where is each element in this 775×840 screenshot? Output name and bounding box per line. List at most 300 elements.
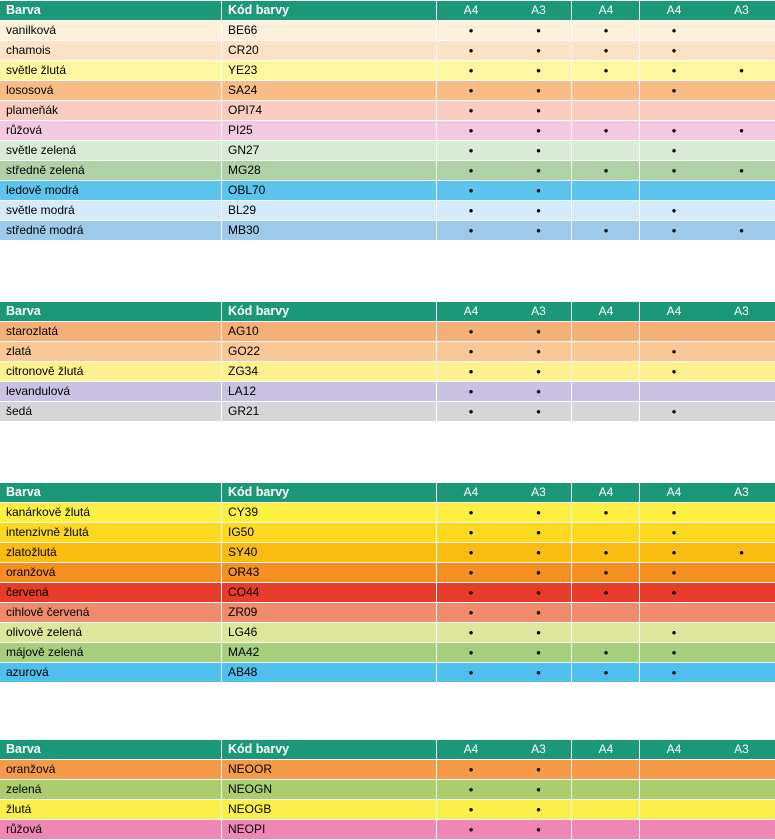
availability-group xyxy=(437,623,572,642)
table-header xyxy=(0,483,775,503)
availability-dot: • xyxy=(671,625,677,640)
availability-group xyxy=(640,41,775,60)
availability-dot: • xyxy=(536,802,541,817)
color-code: LG46 xyxy=(222,623,437,642)
availability-group xyxy=(572,161,640,180)
color-code: CO44 xyxy=(222,583,437,602)
header-a3: A3 xyxy=(734,485,749,499)
table-row xyxy=(0,21,775,41)
color-name: červená xyxy=(0,583,222,602)
availability-dot: • xyxy=(468,344,474,359)
availability-dot: • xyxy=(468,525,474,540)
color-code: MB30 xyxy=(222,221,437,240)
header-barva: Barva xyxy=(0,1,222,20)
table-row xyxy=(0,161,775,181)
availability-dot: • xyxy=(603,123,609,138)
availability-dot: • xyxy=(536,505,541,520)
availability-group xyxy=(437,21,572,40)
availability-dot: • xyxy=(603,163,609,178)
color-code: NEOPI xyxy=(222,820,437,839)
table-row xyxy=(0,402,775,422)
color-code: ZG34 xyxy=(222,362,437,381)
availability-dot: • xyxy=(468,585,474,600)
color-table-2 xyxy=(0,302,775,422)
availability-group xyxy=(437,61,572,80)
availability-group xyxy=(437,181,572,200)
availability-group xyxy=(572,41,640,60)
color-name: zelená xyxy=(0,780,222,799)
header-group-2 xyxy=(572,302,640,321)
availability-dot: • xyxy=(739,223,744,238)
availability-group xyxy=(572,523,640,542)
availability-group xyxy=(572,800,640,819)
availability-dot: • xyxy=(468,762,474,777)
color-code: OPI74 xyxy=(222,101,437,120)
availability-dot: • xyxy=(468,625,474,640)
color-code: CR20 xyxy=(222,41,437,60)
availability-dot: • xyxy=(671,585,677,600)
availability-dot: • xyxy=(603,585,609,600)
color-name: růžová xyxy=(0,820,222,839)
availability-dot: • xyxy=(671,364,677,379)
availability-group xyxy=(640,101,775,120)
table-row xyxy=(0,663,775,683)
availability-group xyxy=(640,342,775,361)
color-name: azurová xyxy=(0,663,222,682)
availability-dot: • xyxy=(671,63,677,78)
color-table-4 xyxy=(0,740,775,840)
availability-dot: • xyxy=(468,822,474,837)
availability-dot: • xyxy=(468,123,474,138)
availability-group xyxy=(437,161,572,180)
table-row xyxy=(0,563,775,583)
availability-group xyxy=(572,101,640,120)
availability-group xyxy=(437,81,572,100)
availability-group xyxy=(437,543,572,562)
color-name: středně modrá xyxy=(0,221,222,240)
availability-dot: • xyxy=(536,545,541,560)
table-row xyxy=(0,603,775,623)
color-name: levandulová xyxy=(0,382,222,401)
availability-group xyxy=(572,61,640,80)
availability-group xyxy=(572,21,640,40)
availability-dot: • xyxy=(671,223,677,238)
availability-dot: • xyxy=(536,344,541,359)
availability-group xyxy=(572,81,640,100)
header-a3: A3 xyxy=(734,742,749,756)
color-code: SY40 xyxy=(222,543,437,562)
header-a4: A4 xyxy=(463,485,479,499)
table-row xyxy=(0,221,775,241)
availability-group xyxy=(437,322,572,341)
header-group-2 xyxy=(572,1,640,20)
availability-group xyxy=(572,181,640,200)
availability-dot: • xyxy=(603,23,609,38)
availability-group xyxy=(572,201,640,220)
availability-dot: • xyxy=(468,183,474,198)
availability-dot: • xyxy=(671,645,677,660)
header-group-2 xyxy=(572,483,640,502)
availability-dot: • xyxy=(671,43,677,58)
availability-group xyxy=(640,503,775,522)
availability-group xyxy=(640,382,775,401)
availability-dot: • xyxy=(536,762,541,777)
availability-dot: • xyxy=(739,545,744,560)
color-name: kanárkově žlutá xyxy=(0,503,222,522)
color-code: LA12 xyxy=(222,382,437,401)
availability-dot: • xyxy=(536,782,541,797)
availability-dot: • xyxy=(536,83,541,98)
table-row xyxy=(0,643,775,663)
table-row xyxy=(0,523,775,543)
availability-dot: • xyxy=(468,384,474,399)
availability-group xyxy=(572,563,640,582)
table-row xyxy=(0,382,775,402)
availability-group xyxy=(572,221,640,240)
color-table-3 xyxy=(0,483,775,683)
color-code: GO22 xyxy=(222,342,437,361)
availability-dot: • xyxy=(671,505,677,520)
availability-dot: • xyxy=(671,123,677,138)
availability-group xyxy=(640,543,775,562)
color-name: cihlově červená xyxy=(0,603,222,622)
availability-group xyxy=(437,41,572,60)
header-group-3 xyxy=(640,1,775,20)
availability-group xyxy=(640,322,775,341)
header-kod-barvy: Kód barvy xyxy=(222,302,437,321)
color-name: středně zelená xyxy=(0,161,222,180)
color-name: olivově zelená xyxy=(0,623,222,642)
color-name: vanilková xyxy=(0,21,222,40)
availability-dot: • xyxy=(536,525,541,540)
availability-dot: • xyxy=(536,103,541,118)
color-name: citronově žlutá xyxy=(0,362,222,381)
header-a3: A3 xyxy=(531,742,546,756)
color-name: lososová xyxy=(0,81,222,100)
availability-dot: • xyxy=(468,665,474,680)
availability-dot: • xyxy=(536,822,541,837)
availability-group xyxy=(640,760,775,779)
availability-group xyxy=(640,643,775,662)
table-header xyxy=(0,302,775,322)
availability-group xyxy=(437,221,572,240)
availability-dot: • xyxy=(536,605,541,620)
header-a3: A3 xyxy=(734,304,749,318)
availability-group xyxy=(437,780,572,799)
availability-dot: • xyxy=(468,565,474,580)
table-row xyxy=(0,181,775,201)
availability-dot: • xyxy=(536,163,541,178)
availability-group xyxy=(572,643,640,662)
availability-dot: • xyxy=(468,163,474,178)
color-code: GR21 xyxy=(222,402,437,421)
availability-dot: • xyxy=(603,665,609,680)
availability-group xyxy=(437,820,572,839)
availability-dot: • xyxy=(536,324,541,339)
availability-group xyxy=(640,800,775,819)
availability-group xyxy=(437,342,572,361)
availability-dot: • xyxy=(671,344,677,359)
availability-dot: • xyxy=(468,782,474,797)
color-code: GN27 xyxy=(222,141,437,160)
availability-group xyxy=(640,603,775,622)
availability-dot: • xyxy=(536,183,541,198)
availability-dot: • xyxy=(468,223,474,238)
header-group-3 xyxy=(640,740,775,759)
color-name: májově zelená xyxy=(0,643,222,662)
header-a4: A4 xyxy=(666,742,682,756)
availability-group xyxy=(640,780,775,799)
availability-group xyxy=(640,402,775,421)
color-code: CY39 xyxy=(222,503,437,522)
color-name: růžová xyxy=(0,121,222,140)
availability-dot: • xyxy=(536,384,541,399)
availability-dot: • xyxy=(671,545,677,560)
header-group-2 xyxy=(572,740,640,759)
availability-group xyxy=(437,141,572,160)
color-name: intenzivně žlutá xyxy=(0,523,222,542)
availability-group xyxy=(437,382,572,401)
availability-dot: • xyxy=(468,605,474,620)
availability-dot: • xyxy=(536,223,541,238)
availability-group xyxy=(640,820,775,839)
availability-dot: • xyxy=(536,364,541,379)
color-code: AB48 xyxy=(222,663,437,682)
availability-group xyxy=(640,141,775,160)
color-code: IG50 xyxy=(222,523,437,542)
header-group-1 xyxy=(437,302,572,321)
availability-dot: • xyxy=(739,163,744,178)
availability-dot: • xyxy=(536,645,541,660)
header-a3: A3 xyxy=(531,3,546,17)
availability-group xyxy=(640,81,775,100)
availability-group xyxy=(437,362,572,381)
color-code: NEOGB xyxy=(222,800,437,819)
availability-group xyxy=(437,503,572,522)
header-a3: A3 xyxy=(531,485,546,499)
table-row xyxy=(0,543,775,563)
table-row xyxy=(0,820,775,840)
availability-dot: • xyxy=(671,143,677,158)
availability-group xyxy=(572,543,640,562)
table-row xyxy=(0,121,775,141)
availability-dot: • xyxy=(468,63,474,78)
availability-dot: • xyxy=(536,63,541,78)
color-code: BL29 xyxy=(222,201,437,220)
header-a3: A3 xyxy=(734,3,749,17)
color-name: oranžová xyxy=(0,760,222,779)
availability-dot: • xyxy=(671,163,677,178)
header-group-3 xyxy=(640,483,775,502)
availability-dot: • xyxy=(468,43,474,58)
availability-dot: • xyxy=(536,625,541,640)
availability-group xyxy=(437,121,572,140)
color-code: MG28 xyxy=(222,161,437,180)
table-row xyxy=(0,800,775,820)
color-code: OR43 xyxy=(222,563,437,582)
color-code: NEOOR xyxy=(222,760,437,779)
availability-group xyxy=(437,643,572,662)
availability-dot: • xyxy=(603,505,609,520)
header-a4: A4 xyxy=(598,3,614,17)
availability-group xyxy=(437,583,572,602)
table-row xyxy=(0,41,775,61)
color-name: oranžová xyxy=(0,563,222,582)
availability-dot: • xyxy=(468,802,474,817)
availability-group xyxy=(640,623,775,642)
availability-group xyxy=(572,760,640,779)
table-row xyxy=(0,503,775,523)
color-name: plameňák xyxy=(0,101,222,120)
availability-dot: • xyxy=(468,545,474,560)
availability-group xyxy=(437,603,572,622)
availability-group xyxy=(437,760,572,779)
availability-dot: • xyxy=(536,585,541,600)
header-kod-barvy: Kód barvy xyxy=(222,483,437,502)
availability-group xyxy=(572,623,640,642)
table-row xyxy=(0,141,775,161)
availability-dot: • xyxy=(671,525,677,540)
availability-dot: • xyxy=(536,565,541,580)
availability-dot: • xyxy=(671,665,677,680)
header-a4: A4 xyxy=(463,304,479,318)
availability-group xyxy=(640,121,775,140)
availability-group xyxy=(572,121,640,140)
availability-dot: • xyxy=(536,123,541,138)
header-barva: Barva xyxy=(0,302,222,321)
header-group-1 xyxy=(437,483,572,502)
availability-group xyxy=(640,161,775,180)
availability-dot: • xyxy=(468,404,474,419)
header-a4: A4 xyxy=(666,304,682,318)
availability-dot: • xyxy=(603,43,609,58)
color-code: MA42 xyxy=(222,643,437,662)
availability-dot: • xyxy=(671,404,677,419)
color-code: BE66 xyxy=(222,21,437,40)
availability-dot: • xyxy=(603,645,609,660)
availability-group xyxy=(572,820,640,839)
table-row xyxy=(0,322,775,342)
header-a4: A4 xyxy=(598,742,614,756)
availability-group xyxy=(572,663,640,682)
availability-group xyxy=(572,402,640,421)
availability-dot: • xyxy=(536,43,541,58)
availability-dot: • xyxy=(468,645,474,660)
availability-dot: • xyxy=(603,545,609,560)
availability-group xyxy=(572,583,640,602)
color-code: OBL70 xyxy=(222,181,437,200)
header-barva: Barva xyxy=(0,740,222,759)
availability-group xyxy=(640,663,775,682)
availability-dot: • xyxy=(739,63,744,78)
header-group-1 xyxy=(437,1,572,20)
table-header xyxy=(0,740,775,760)
availability-group xyxy=(572,322,640,341)
availability-dot: • xyxy=(536,143,541,158)
header-a4: A4 xyxy=(598,304,614,318)
table-row xyxy=(0,201,775,221)
availability-dot: • xyxy=(536,404,541,419)
table-row xyxy=(0,623,775,643)
table-header xyxy=(0,1,775,21)
header-a4: A4 xyxy=(666,3,682,17)
availability-group xyxy=(437,201,572,220)
header-a4: A4 xyxy=(463,742,479,756)
availability-dot: • xyxy=(468,505,474,520)
availability-group xyxy=(640,523,775,542)
color-code: ZR09 xyxy=(222,603,437,622)
availability-group xyxy=(572,503,640,522)
header-kod-barvy: Kód barvy xyxy=(222,1,437,20)
table-row xyxy=(0,101,775,121)
color-code: SA24 xyxy=(222,81,437,100)
availability-group xyxy=(640,181,775,200)
availability-group xyxy=(437,563,572,582)
availability-group xyxy=(572,141,640,160)
header-a4: A4 xyxy=(666,485,682,499)
table-row xyxy=(0,342,775,362)
table-row xyxy=(0,81,775,101)
availability-group xyxy=(572,603,640,622)
header-a4: A4 xyxy=(598,485,614,499)
availability-group xyxy=(640,583,775,602)
color-code: AG10 xyxy=(222,322,437,341)
availability-dot: • xyxy=(468,324,474,339)
availability-group xyxy=(437,101,572,120)
color-name: šedá xyxy=(0,402,222,421)
availability-dot: • xyxy=(603,63,609,78)
availability-group xyxy=(437,402,572,421)
availability-dot: • xyxy=(468,83,474,98)
color-name: světle zelená xyxy=(0,141,222,160)
header-kod-barvy: Kód barvy xyxy=(222,740,437,759)
header-a4: A4 xyxy=(463,3,479,17)
table-row xyxy=(0,780,775,800)
color-code: NEOGN xyxy=(222,780,437,799)
color-name: zlatá xyxy=(0,342,222,361)
availability-dot: • xyxy=(468,364,474,379)
color-name: chamois xyxy=(0,41,222,60)
color-name: starozlatá xyxy=(0,322,222,341)
availability-dot: • xyxy=(468,23,474,38)
color-code: PI25 xyxy=(222,121,437,140)
availability-group xyxy=(437,800,572,819)
availability-group xyxy=(640,563,775,582)
color-name: ledově modrá xyxy=(0,181,222,200)
availability-dot: • xyxy=(671,23,677,38)
availability-dot: • xyxy=(468,103,474,118)
availability-group xyxy=(640,61,775,80)
availability-dot: • xyxy=(536,665,541,680)
availability-dot: • xyxy=(536,23,541,38)
color-name: světle žlutá xyxy=(0,61,222,80)
color-name: světle modrá xyxy=(0,201,222,220)
table-row xyxy=(0,760,775,780)
availability-group xyxy=(572,382,640,401)
availability-dot: • xyxy=(739,123,744,138)
availability-dot: • xyxy=(671,565,677,580)
color-table-1 xyxy=(0,1,775,241)
availability-dot: • xyxy=(671,203,677,218)
availability-dot: • xyxy=(536,203,541,218)
header-barva: Barva xyxy=(0,483,222,502)
availability-group xyxy=(437,663,572,682)
availability-group xyxy=(572,780,640,799)
availability-dot: • xyxy=(603,565,609,580)
header-group-1 xyxy=(437,740,572,759)
availability-group xyxy=(640,221,775,240)
availability-group xyxy=(640,201,775,220)
